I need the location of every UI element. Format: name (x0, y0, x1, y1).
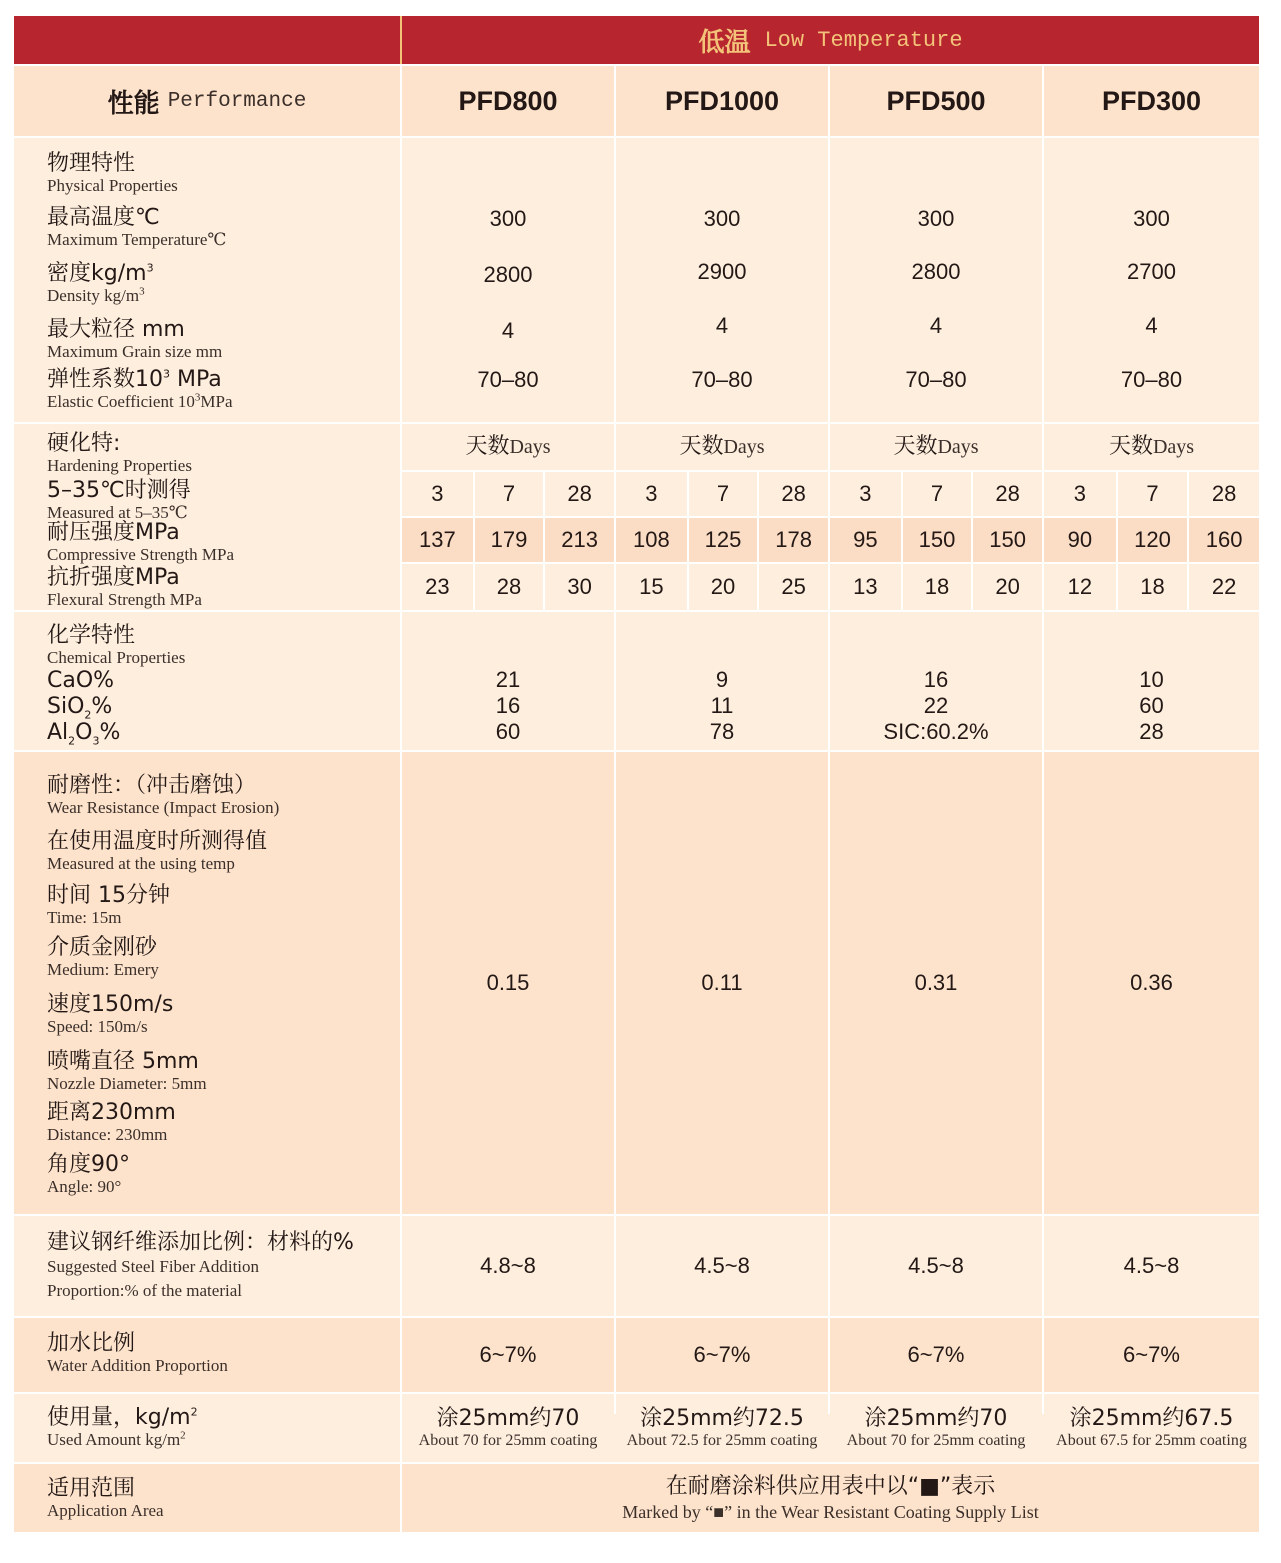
usage-label: 使用量，$kg/m^2$ Used Amount $kg/m^2$ (47, 1405, 198, 1449)
performance-label-zh: 性能 (107, 88, 160, 119)
hardening-days-cell: 3 (402, 472, 473, 516)
grain-label (47, 318, 222, 361)
compressive-label (47, 521, 234, 564)
row-divider (402, 470, 1259, 472)
performance-row (14, 66, 1259, 136)
days-header: 天数 Days (1108, 434, 1195, 459)
performance-label (14, 66, 400, 136)
hardening-days-cell: 28 (971, 472, 1042, 516)
row-divider (402, 562, 1259, 564)
cao-label: CaO% (47, 668, 115, 693)
column-divider (400, 66, 402, 1532)
fiber-section (14, 1216, 1259, 1316)
max-temp-value: 300 (1133, 206, 1170, 231)
application-label: 适用范围 Application Area (47, 1476, 164, 1520)
grain-value: 4 (715, 313, 729, 338)
elastic-value: 70–80 (691, 367, 753, 392)
hardening-compressive-cell: 178 (757, 518, 828, 562)
header-band (14, 16, 1259, 64)
hardening-days-cell: 7 (901, 472, 972, 516)
product-header (616, 66, 828, 136)
hardening-compressive-cell: 213 (543, 518, 614, 562)
wear-value: 0.31 (914, 970, 958, 995)
water-value: 6~7% (907, 1342, 965, 1367)
flexural-en: Flexural Strength MPa (47, 590, 202, 609)
wear-value: 0.11 (701, 970, 743, 995)
usage-section (14, 1394, 1259, 1462)
max-temp-label (47, 206, 226, 249)
wear-line: 介质金刚砂 Medium: Emery (47, 935, 159, 979)
hardening-flexural-cell: 30 (543, 564, 614, 610)
max-temp-value: 300 (489, 206, 527, 231)
physical-section (14, 138, 1259, 422)
hardening-section (14, 424, 1259, 610)
hardening-heading-en: Hardening Properties (47, 456, 192, 475)
measured-en: Measured at 5–35℃ (47, 503, 188, 522)
hardening-flexural-cell: 20 (687, 564, 758, 610)
hardening-days-cell: 3 (830, 472, 901, 516)
density-value: 2800 (483, 262, 533, 287)
hardening-flexural-cell: 25 (757, 564, 828, 610)
hardening-compressive-cell: 108 (616, 518, 687, 562)
chemical-heading (47, 624, 185, 667)
column-divider (1042, 66, 1044, 1414)
hardening-compressive-cell: 137 (402, 518, 473, 562)
water-label: 加水比例 Water Addition Proportion (47, 1331, 228, 1375)
hardening-days-cell: 7 (473, 472, 544, 516)
max-temp-en: Maximum Temperature℃ (47, 230, 227, 249)
hardening-flexural-cell: 20 (971, 564, 1042, 610)
usage-value: 涂25mm约70 About 70 for 25mm coating (846, 1405, 1026, 1449)
elastic-en: Elastic Coefficient $10^3MPa$ (47, 391, 233, 411)
compressive-zh: 耐压强度MPa (47, 520, 180, 545)
application-section (14, 1464, 1259, 1532)
header-divider (400, 16, 402, 64)
hardening-compressive-cell: 125 (687, 518, 758, 562)
product-name: PFD500 (886, 85, 986, 116)
column-divider (828, 66, 830, 1414)
elastic-label (47, 368, 233, 411)
measured-zh: 5–35℃时测得 (47, 478, 191, 503)
days-header: 天数 Days (893, 434, 979, 459)
hardening-compressive-cell: 90 (1044, 518, 1116, 562)
hardening-days-cell: 3 (1044, 472, 1116, 516)
max-temp-value: 300 (917, 206, 955, 231)
sio2-label: SiO$_2$% (47, 694, 113, 722)
elastic-value: 70–80 (905, 367, 967, 392)
product-header (830, 66, 1042, 136)
wear-line: 喷嘴直径 5mm Nozzle Diameter: 5mm (47, 1049, 207, 1093)
fiber-value: 4.8~8 (480, 1253, 536, 1278)
density-en: Density $kg/m^3$ (47, 285, 145, 305)
hardening-days-cell: 28 (543, 472, 614, 516)
hardening-compressive-cell: 95 (830, 518, 901, 562)
product-name: PFD1000 (664, 85, 780, 116)
grain-value: 4 (501, 318, 515, 343)
product-header (1044, 66, 1259, 136)
hardening-flexural-cell: 22 (1187, 564, 1259, 610)
hardening-compressive-cell: 160 (1187, 518, 1259, 562)
hardening-compressive-cell: 150 (971, 518, 1042, 562)
grain-zh: 最大粒径 mm (47, 317, 185, 342)
chemical-heading-en: Chemical Properties (47, 648, 186, 667)
grain-en: Maximum Grain size mm (47, 342, 223, 361)
hardening-flexural-cell: 18 (1116, 564, 1188, 610)
chemical-section (14, 612, 1259, 750)
product-name: PFD800 (458, 85, 558, 116)
hardening-flexural-cell: 12 (1044, 564, 1116, 610)
wear-line: 耐磨性：（冲击磨蚀） Wear Resistance (Impact Erosion) (47, 773, 280, 817)
density-value: 2800 (911, 259, 961, 284)
wear-value: 0.36 (1130, 970, 1173, 995)
al2o3-label: $Al_2O_3\%$ (47, 720, 121, 748)
fiber-value: 4.5~8 (694, 1253, 750, 1278)
column-divider (614, 66, 616, 1414)
application-value-zh: 在耐磨涂料供应用表中以“■”表示 (665, 1473, 996, 1499)
water-section (14, 1318, 1259, 1392)
days-header: 天数 Days (465, 434, 551, 459)
hardening-flexural-cell: 18 (901, 564, 972, 610)
water-value: 6~7% (479, 1342, 537, 1367)
wear-line: 角度90° Angle: 90° (47, 1152, 130, 1196)
row-divider (402, 516, 1259, 518)
hardening-flexural-cell: 23 (402, 564, 473, 610)
fiber-value: 4.5~8 (908, 1253, 964, 1278)
hardening-flexural-cell: 13 (830, 564, 901, 610)
hardening-flexural-cell: 15 (616, 564, 687, 610)
usage-value: 涂25mm约72.5 About 72.5 for 25mm coating (626, 1405, 818, 1449)
hardening-heading-zh: 硬化特: (47, 431, 121, 456)
chemical-values: 9 11 78 (709, 667, 735, 744)
wear-line: 时间 15分钟 Time: 15m (47, 883, 170, 927)
density-value: 2700 (1127, 259, 1176, 284)
flexural-label (47, 566, 202, 609)
header-title-zh: 低温 (698, 27, 751, 58)
flexural-zh: 抗折强度MPa (47, 565, 180, 590)
grain-value: 4 (1145, 313, 1158, 338)
hardening-days-cell: 3 (616, 472, 687, 516)
water-value: 6~7% (1123, 1342, 1180, 1367)
physical-heading-en: Physical Properties (47, 176, 178, 195)
max-temp-value: 300 (703, 206, 741, 231)
hardening-heading (47, 432, 192, 475)
physical-heading-zh: 物理特性 (47, 151, 136, 176)
compressive-en: Compressive Strength MPa (47, 545, 234, 564)
fiber-label: 建议钢纤维添加比例：材料的% Suggested Steel Fiber Addition Proportion:% of the material (47, 1230, 354, 1300)
usage-value: 涂25mm约70 About 70 for 25mm coating (418, 1405, 598, 1449)
product-header (402, 66, 614, 136)
chemical-values: 16 22 SIC:60.2% (883, 667, 989, 744)
max-temp-zh: 最高温度℃ (47, 205, 160, 230)
hardening-compressive-cell: 120 (1116, 518, 1188, 562)
physical-heading (47, 152, 178, 195)
hardening-days-cell: 28 (1187, 472, 1259, 516)
usage-value: 涂25mm约67.5 About 67.5 for 25mm coating (1056, 1405, 1247, 1449)
elastic-zh: 弹性系数$10^3$ MPa (47, 367, 222, 392)
chemical-heading-zh: 化学特性 (47, 623, 136, 648)
chemical-values: 10 60 28 (1139, 667, 1164, 744)
wear-section (14, 752, 1259, 1214)
header-title (402, 16, 1259, 64)
days-header: 天数 Days (679, 434, 765, 459)
hardening-days-cell: 7 (1116, 472, 1188, 516)
wear-value: 0.15 (486, 970, 530, 995)
header-title-en: Low Temperature (764, 27, 963, 53)
density-value: 2900 (697, 259, 747, 284)
hardening-days-cell: 28 (757, 472, 828, 516)
wear-line: 距离230mm Distance: 230mm (47, 1100, 176, 1144)
hardening-compressive-cell: 150 (901, 518, 972, 562)
hardening-compressive-cell: 179 (473, 518, 544, 562)
density-label (47, 262, 154, 305)
fiber-value: 4.5~8 (1123, 1253, 1180, 1278)
performance-label-en: Performance (167, 89, 307, 113)
grain-value: 4 (929, 313, 943, 338)
wear-line: 速度150m/s Speed: 150m/s (47, 992, 174, 1036)
elastic-value: 70–80 (477, 367, 539, 392)
application-value-en: Marked by “■” in the Wear Resistant Coating Supply List (622, 1501, 1039, 1522)
density-zh: 密度$kg/m^3$ (47, 261, 154, 286)
hardening-days-cell: 7 (687, 472, 758, 516)
hardening-flexural-cell: 28 (473, 564, 544, 610)
chemical-values: 21 16 60 (495, 667, 521, 744)
wear-line: 在使用温度时所测得值 Measured at the using temp (47, 829, 268, 873)
elastic-value: 70–80 (1120, 367, 1183, 392)
product-name: PFD300 (1101, 85, 1202, 116)
water-value: 6~7% (693, 1342, 751, 1367)
application-value (402, 1464, 1259, 1532)
measured-label (47, 479, 191, 522)
